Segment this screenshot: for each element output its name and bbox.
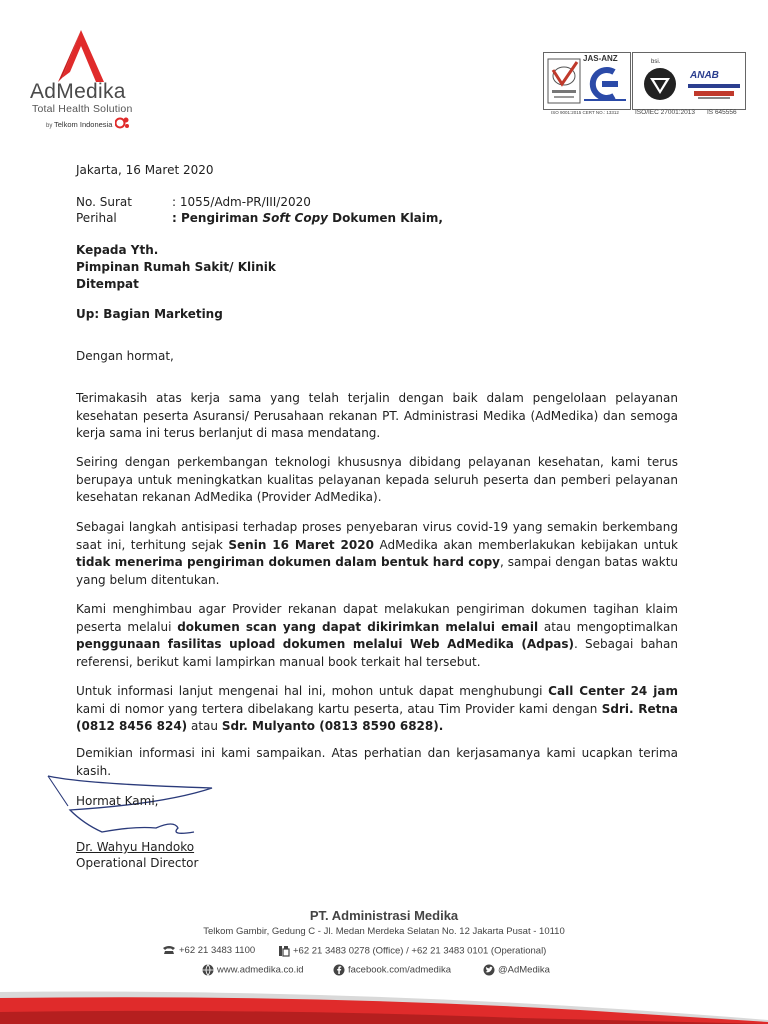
paragraph-5: Untuk informasi lanjut mengenai hal ini, mohon untuk dapat menghubungi Call Center 24 jam kami di nomor yang tertera dibelakang kartu peserta, atau Tim Provider kami dengan Sdri. Retna (0812 8456 824) atau Sdr. Mulyanto (0813 8590 6828). — [76, 684, 679, 734]
paragraph-3: Sebagai langkah antisipasi terhadap proses penyebaran virus covid-19 yang semakin berkembang saat ini, terhitung sejak Senin 16 Maret 2020 AdMedika akan memberlakukan kebijakan untuk tidak menerima pengiriman dokumen dalam bentuk hard copy, sampai dengan batas waktu yang belum ditentukan. — [76, 520, 679, 587]
facebook-icon — [333, 964, 345, 976]
anab-bar-icon — [688, 84, 740, 100]
perihal-value: : Pengiriman Soft Copy Dokumen Klaim, — [172, 211, 443, 225]
signature-icon — [44, 770, 224, 850]
globe-icon — [202, 964, 214, 976]
signer-title: Operational Director — [76, 856, 199, 870]
no-surat-value: : 1055/Adm-PR/III/2020 — [172, 195, 311, 209]
greeting: Dengan hormat, — [76, 349, 174, 363]
paragraph-4: Kami menghimbau agar Provider rekanan dapat melakukan pengiriman dokumen tagihan klaim peserta melalui dokumen scan yang dapat dikirimkan melalui email atau mengoptimalkan penggunaan fasilitas upload dokumen melalui Web AdMedika (Adpas). Sebagai bahan referensi, berikut kami lampirkan manual book terkait hal tersebut. — [76, 602, 679, 669]
cert-number: IS 645556 — [707, 109, 737, 116]
footer-address: Telkom Gambir, Gedung C - Jl. Medan Merdeka Selatan No. 12 Jakarta Pusat - 10110 — [203, 926, 565, 937]
footer-twitter[interactable]: @AdMedika — [483, 964, 550, 976]
cert-jas-anz: JAS-ANZ — [583, 54, 618, 63]
footer-facebook[interactable]: facebook.com/admedika — [333, 964, 451, 976]
attention-line: Up: Bagian Marketing — [76, 307, 223, 321]
place-date: Jakarta, 16 Maret 2020 — [76, 163, 214, 177]
anab-label: ANAB — [690, 70, 719, 81]
brand-name: AdMedika — [30, 80, 126, 103]
twitter-icon — [483, 964, 495, 976]
footer-swoosh — [0, 982, 768, 1024]
closing: Hormat Kami, — [76, 794, 159, 808]
no-surat-label: No. Surat — [76, 195, 132, 209]
bsi-label: bsi. — [651, 59, 661, 65]
phone-icon — [162, 945, 176, 955]
quality-approved-icon — [547, 58, 581, 104]
fax-icon — [278, 945, 290, 957]
cert-left-caption: ISO 9001:2015 CERT NO.: 13312 — [551, 110, 619, 115]
recipient-line-1: Kepada Yth. — [76, 243, 159, 257]
bsi-kitemark-icon — [640, 66, 680, 102]
recipient-line-3: Ditempat — [76, 277, 139, 291]
cert-right-caption: ISO/IEC 27001:2013 — [635, 109, 695, 116]
jas-anz-mark-icon — [584, 66, 626, 102]
perihal-label: Perihal — [76, 211, 117, 225]
paragraph-1: Terimakasih atas kerja sama yang telah terjalin dengan baik dalam pengelolaan pelayanan kesehatan peserta Asuransi/ Perusahaan rekanan PT. Administrasi Medika (AdMedika) dan semoga kerja sama ini terus berlanjut di masa mendatang. — [76, 391, 678, 441]
signer-name: Dr. Wahyu Handoko — [76, 840, 195, 854]
brand-parent: by Telkom Indonesia — [46, 120, 113, 129]
recipient-line-2: Pimpinan Rumah Sakit/ Klinik — [76, 260, 276, 274]
footer-company: PT. Administrasi Medika — [309, 908, 459, 923]
footer-website[interactable]: www.admedika.co.id — [202, 964, 304, 976]
brand-tagline: Total Health Solution — [32, 103, 133, 115]
admedika-logo-icon — [56, 28, 106, 84]
paragraph-2: Seiring dengan perkembangan teknologi khususnya dibidang pelayanan kesehatan, kami terus berupaya untuk meningkatkan kualitas pelayanan kepada seluruh peserta dan pemberi pelayanan kesehatan rekanan AdMedika (Provider AdMedika). — [76, 455, 678, 505]
telkom-logo-icon — [115, 116, 131, 130]
paragraph-6: Demikian informasi ini kami sampaikan. Atas perhatian dan kerjasamanya kami ucapkan terima kasih. — [76, 746, 678, 778]
footer-fax: +62 21 3483 0278 (Office) / +62 21 3483 0101 (Operational) — [278, 945, 546, 957]
footer-phone: +62 21 3483 1100 — [162, 945, 255, 956]
